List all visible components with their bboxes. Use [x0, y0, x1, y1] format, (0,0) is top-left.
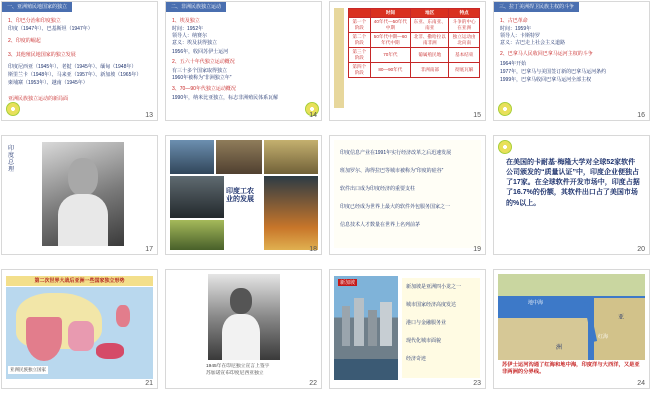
slide-thumb-15[interactable] — [330, 2, 485, 120]
slide-line: 印度尼西亚（1945年）、老挝（1945年）、缅甸（1948年） — [8, 64, 137, 70]
table-cell: 第二个阶段 — [349, 33, 371, 48]
slide-line: 1、印巴分治和印度独立 — [8, 18, 61, 24]
slide-number: 15 — [473, 112, 481, 119]
crowd-photo — [216, 140, 262, 174]
slide-thumb-16[interactable] — [494, 2, 649, 120]
slide-number: 22 — [309, 380, 317, 387]
table-cell: 葡属殖民地 — [411, 48, 449, 63]
slide-line: 1960年被称为“非洲独立年” — [172, 75, 232, 81]
slide-line: 印度已经成为世界上最大的软件外包服务国家之一 — [340, 204, 451, 210]
map-label: 红海 — [598, 334, 609, 340]
table-cell: 北非、撒哈拉以南非洲 — [411, 33, 449, 48]
table-cell: 40年代—50年代中期 — [370, 18, 411, 33]
slide-number: 18 — [309, 246, 317, 253]
slide-line: 3、70—90年代独立运动概况 — [172, 86, 236, 92]
table-row — [349, 18, 480, 33]
slide-number: 16 — [637, 112, 645, 119]
slide-line: 领导人：纳赛尔 — [172, 33, 208, 39]
slide-line: 2、印度的崛起 — [8, 38, 41, 44]
slide-line: 斯里兰卡（1948年）、马来亚（1957年）、新加坡（1965年） — [8, 72, 142, 78]
slide-line: 2、巴拿马人民收回巴拿马运河主权的斗争 — [500, 51, 593, 57]
slide-text-panel — [402, 278, 480, 378]
table-cell: 第三个阶段 — [349, 48, 371, 63]
slide-line: 1999年，巴拿马收回巴拿马运河全部主权 — [500, 77, 592, 83]
vertical-title-bar — [334, 8, 344, 108]
slide-number: 21 — [145, 380, 153, 387]
slide-caption: 印度工农业的发展 — [226, 188, 254, 204]
slide-number: 19 — [473, 246, 481, 253]
slide-header: 一、亚洲殖民地国家的独立 — [2, 2, 72, 12]
slide-line: 1956年，收回苏伊士运河 — [172, 49, 229, 55]
lemon-icon — [6, 102, 20, 116]
slide-text-panel — [334, 140, 481, 248]
slide-thumb-14[interactable] — [166, 2, 321, 120]
slide-line: 现代化城市面貌 — [406, 338, 442, 344]
slide-line: 有三十多个国家取得独立 — [172, 68, 228, 74]
slide-line: 2、五六十年代独立运动概况 — [172, 59, 235, 65]
table-header-cell: 特点 — [449, 9, 480, 18]
slide-line: 软件出口成为印度经济的重要支柱 — [340, 186, 416, 192]
lemon-icon — [498, 102, 512, 116]
stage-table — [348, 8, 480, 78]
slide-line: 3、其他殖民地国家的独立发展 — [8, 52, 76, 58]
slide-line: 印度信息产业在1991年实行经济改革之后迅速发展 — [340, 150, 452, 156]
map-caption: 苏伊士运河沟通了红海和地中海，印度洋与大西洋，又是亚非两洲的分界线。 — [502, 362, 640, 376]
slide-thumb-23[interactable] — [330, 270, 485, 388]
slide-number: 13 — [145, 112, 153, 119]
slide-line: 信息技术人才数量在世界上名列前茅 — [340, 222, 421, 228]
slide-thumb-24[interactable] — [494, 270, 649, 388]
table-cell: 彻底瓦解 — [449, 63, 480, 78]
photo-label: 新加坡 — [340, 280, 356, 286]
map-title: 第二次世界大战后亚洲一些国家独立形势 — [6, 276, 153, 286]
slide-thumb-19[interactable] — [330, 136, 485, 254]
slide-line: 1977年，巴拿马与美国签订新的巴拿马运河条约 — [500, 69, 607, 75]
table-cell: 东亚、东南亚、南亚 — [411, 18, 449, 33]
table-cell: 独立运动由北向南 — [449, 33, 480, 48]
table-header-cell: 地区 — [411, 9, 449, 18]
slide-thumb-18[interactable] — [166, 136, 321, 254]
slide-line: 城市国家经济高度发达 — [406, 302, 457, 308]
slide-line: 1964年开始 — [500, 61, 527, 67]
slide-number: 23 — [473, 380, 481, 387]
table-cell: 70年代 — [370, 48, 411, 63]
table-cell: 非洲南部 — [411, 63, 449, 78]
slide-line: 时间：1952年 — [172, 26, 204, 32]
table-header-cell — [349, 9, 371, 18]
slide-line: 1990年，纳米比亚独立，标志非洲殖民体系瓦解 — [172, 95, 279, 101]
slide-line: 经济奇迹 — [406, 356, 427, 362]
map-label: 地中海 — [528, 300, 544, 306]
map-label: 亚 — [618, 315, 625, 321]
map-legend: 亚洲民族独立国家 — [10, 367, 46, 372]
table-row — [349, 33, 480, 48]
slide-line: 港口与金融服务业 — [406, 320, 447, 326]
table-cell: 第一个阶段 — [349, 18, 371, 33]
portrait-photo — [42, 142, 124, 246]
slide-number: 24 — [637, 380, 645, 387]
table-header-cell: 时间 — [370, 9, 411, 18]
train-photo — [170, 140, 214, 174]
slide-thumb-21[interactable] — [2, 270, 157, 388]
slide-header: 三、拉丁美洲捍卫民族主权的斗争 — [494, 2, 579, 12]
slide-line: 印度（1947年）、巴基斯坦（1947年） — [8, 26, 93, 32]
slide-thumb-17[interactable] — [2, 136, 157, 254]
slide-number: 17 — [145, 246, 153, 253]
slide-line: 意义：古巴走上社会主义道路 — [500, 40, 566, 46]
slide-number: 20 — [637, 246, 645, 253]
table-row — [349, 63, 480, 78]
slide-line: 1、古巴革命 — [500, 18, 528, 24]
slide-line: 1、埃及独立 — [172, 18, 200, 24]
table-row — [349, 48, 480, 63]
slide-number: 14 — [309, 112, 317, 119]
slide-line: 亚洲民族独立运动的新局面 — [8, 96, 69, 102]
slide-line: 领导人：卡斯特罗 — [500, 33, 541, 39]
slide-thumb-22[interactable] — [166, 270, 321, 388]
slide-header: 二、非洲民族独立运动 — [166, 2, 226, 12]
lemon-icon — [498, 140, 512, 154]
slide-line: 意义：埃及获得独立 — [172, 40, 218, 46]
slide-line: 时间：1959年 — [500, 26, 532, 32]
photo-caption: 1945年在印尼独立宣言上签字 — [206, 364, 270, 369]
map-label: 洲 — [556, 345, 563, 351]
slide-line: 班加罗尔、海得拉巴等城市被称为“印度的硅谷” — [340, 168, 444, 174]
slide-paragraph: 在美国的卡耐基·梅隆大学对全球52家软件公司颁发的“质量认证”中，印度企业便独占了17家。在全球软件开发市场中，印度占据了16.7%的份额，其软件出口占了美国市场的%以上。 — [506, 159, 640, 207]
table-cell: 基本结束 — [449, 48, 480, 63]
crop-photo — [170, 220, 224, 250]
historical-photo — [208, 274, 280, 360]
slide-caption: 印度总理 — [8, 146, 15, 173]
field-photo — [264, 140, 318, 174]
city-photo — [334, 276, 398, 380]
slide-line: 柬埔寨（1953年）、越南（1945年） — [8, 80, 88, 86]
table-cell: 第四个阶段 — [349, 63, 371, 78]
photo-caption: 苏加诺宣布印度尼西亚独立 — [206, 371, 264, 376]
slide-line: 新加坡是亚洲四小龙之一 — [406, 284, 462, 290]
table-cell: 80—90年代 — [370, 63, 411, 78]
slide-thumb-20[interactable] — [494, 136, 649, 254]
industry-photo — [264, 176, 318, 250]
factory-photo — [170, 176, 224, 218]
table-cell: 斗争的中心在亚洲 — [449, 18, 480, 33]
table-cell: 50年代中期—60年代中期 — [370, 33, 411, 48]
slide-thumb-13[interactable] — [2, 2, 157, 120]
